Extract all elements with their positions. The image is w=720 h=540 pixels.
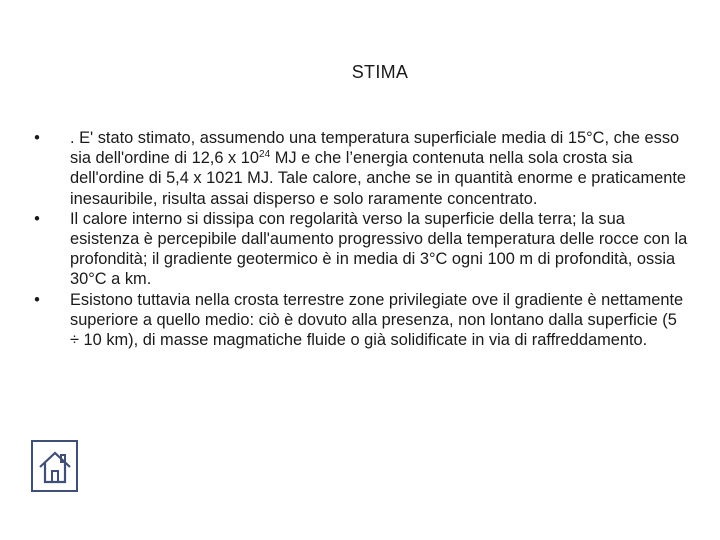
bullet-text-2: Il calore interno si dissipa con regolarità verso la superficie della terra; la sua esistenza è percepibile dall'aumento progressivo della temperatura delle rocce con la profondità; il gradiente geotermico è in media di 3°C ogni 100 m di profondità, ossia 30°C a km. bbox=[70, 209, 688, 289]
slide-title: STIMA bbox=[351, 62, 409, 82]
home-icon bbox=[38, 450, 72, 484]
home-button[interactable] bbox=[31, 440, 78, 492]
bullet-text-1-superscript: 24 bbox=[259, 149, 271, 161]
bullet-list bbox=[30, 128, 690, 350]
bullet-marker: • bbox=[34, 290, 40, 309]
bullet-item-2 bbox=[30, 209, 690, 290]
bullet-text-3: Esistono tuttavia nella crosta terrestre zone privilegiate ove il gradiente è nettamente superiore a quello medio: ciò è dovuto alla presenza, non lontano dalla superficie (5 ÷ 10 km), di masse magmatiche fluide o già solidificate in via di raffreddamento. bbox=[70, 290, 684, 350]
bullet-text-1b: MJ e che l’energia contenuta nella sola crosta sia dell'ordine di 5,4 x 1021 MJ. Tale calore, anche se in quantità enorme e praticamente inesauribile, risulta assai disperso e solo raramente concentrato. bbox=[70, 149, 687, 208]
bullet-marker: • bbox=[34, 209, 40, 228]
bullet-item-1 bbox=[30, 128, 690, 209]
bullet-item-3 bbox=[30, 290, 690, 351]
bullet-marker: • bbox=[34, 129, 40, 147]
bullet-text-1a: . E' stato stimato, assumendo una temperatura superficiale media di 15°C, che esso sia dell'ordine di 12,6 x 10 bbox=[70, 129, 680, 168]
